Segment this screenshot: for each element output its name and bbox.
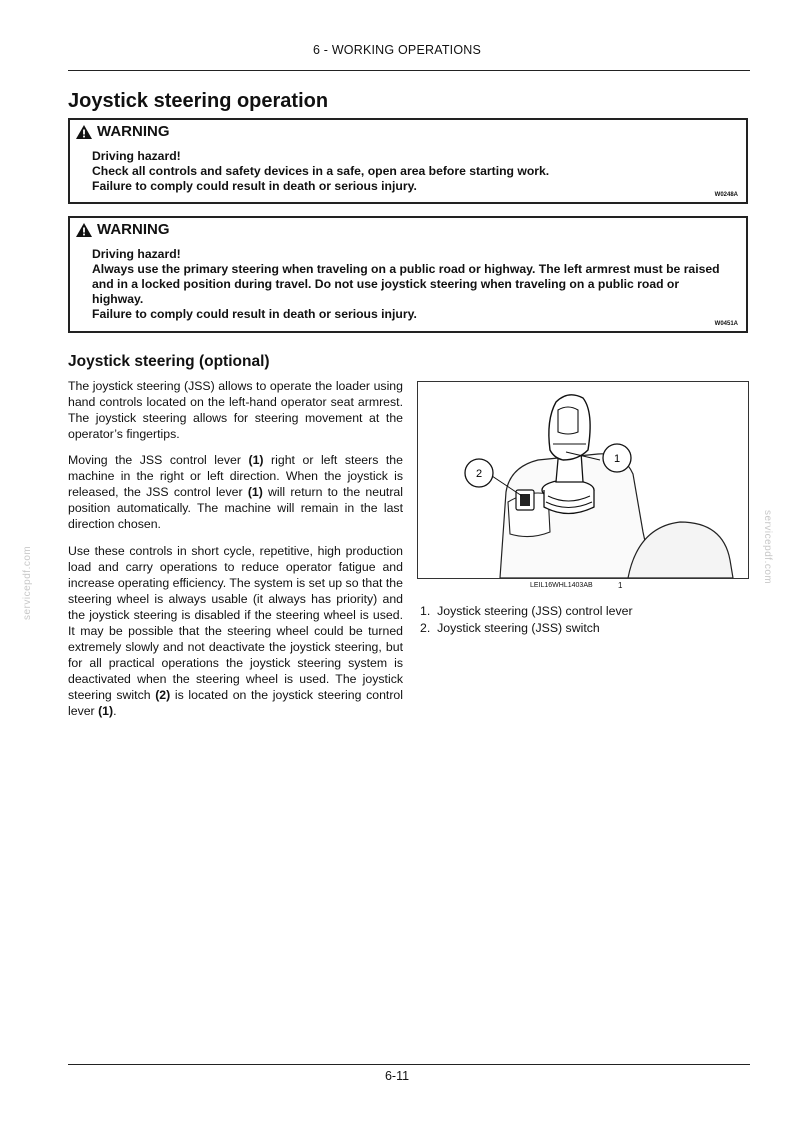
warning-line: Driving hazard! xyxy=(92,149,181,163)
warning-triangle-icon xyxy=(75,222,93,238)
body-paragraph xyxy=(68,378,403,442)
page-title: Joystick steering operation xyxy=(68,90,329,112)
legend-item: 2. Joystick steering (JSS) switch xyxy=(420,621,600,635)
watermark: servicepdf.com xyxy=(22,545,33,620)
section-title: Joystick steering (optional) xyxy=(68,353,270,370)
warning-line: Driving hazard! xyxy=(92,247,181,261)
warning-box xyxy=(68,118,748,204)
warning-text xyxy=(92,149,726,194)
warning-text xyxy=(92,247,726,322)
figure-code: LEIL16WHL1403AB xyxy=(530,582,593,589)
body-paragraph xyxy=(68,452,403,532)
legend-item: 1. Joystick steering (JSS) control lever xyxy=(420,604,633,618)
warning-heading-text: WARNING xyxy=(97,221,170,238)
warning-heading-text: WARNING xyxy=(97,123,170,140)
callout-ref: (1) xyxy=(247,485,263,499)
figure-number: 1 xyxy=(618,581,623,590)
warning-line: Check all controls and safety devices in a safe, open area before starting work. xyxy=(92,164,550,178)
callout-ref: (2) xyxy=(155,688,171,702)
warning-triangle-icon xyxy=(75,124,93,140)
warning-line: Failure to comply could result in death or serious injury. xyxy=(92,307,417,321)
warning-code: W0451A xyxy=(714,321,738,327)
header-rule xyxy=(68,70,750,71)
warning-line: Failure to comply could result in death or serious injury. xyxy=(92,179,417,193)
warning-heading xyxy=(75,221,170,238)
callout-label: 1 xyxy=(613,453,621,465)
joystick-illustration xyxy=(418,382,748,578)
paragraph-text: Use these controls in short cycle, repetitive, high production load and carry operations to reduce operator fatigue and increase operating efficiency. The system is set up so that the steering wheel is always usable (it always has priority) and the joystick steering is disabled if the steering wheel is used. It may be possible that the steering wheel could be turned extremely slowly and not deactivate the joystick steering, but for all practical operations the joystick steering system is deactivated when the steering wheel is used. The joystick steering switch (2) is located on the joystick steering control lever (1). xyxy=(68,544,403,718)
warning-line: Always use the primary steering when traveling on a public road or highway. The left armrest must be raised and in a locked position during travel. Do not use joystick steering when traveling on a public road or highway. xyxy=(92,262,720,306)
running-header: 6 - WORKING OPERATIONS xyxy=(312,43,482,57)
warning-code: W0248A xyxy=(714,192,738,198)
warning-box xyxy=(68,216,748,333)
body-paragraph xyxy=(68,543,403,719)
figure-legend xyxy=(420,603,633,637)
warning-heading xyxy=(75,123,170,140)
footer-rule xyxy=(68,1064,750,1065)
callout-ref: (1) xyxy=(248,453,264,467)
callout-label: 2 xyxy=(475,468,483,480)
watermark: servicepdf.com xyxy=(762,510,773,585)
joystick-figure xyxy=(417,381,749,579)
page-number: 6-11 xyxy=(384,1069,410,1083)
paragraph-text: The joystick steering (JSS) allows to operate the loader using hand controls located on the left-hand operator seat armrest. The joystick steering allows for steering movement at the operator’s fingertips. xyxy=(68,379,403,441)
paragraph-text: Moving the JSS control lever (1) right or left steers the machine in the right or left direction. When the joystick is released, the JSS control lever (1) will return to the neutral position automatically. The machine will remain in the last direction chosen. xyxy=(68,453,403,531)
callout-ref: (1) xyxy=(98,704,114,718)
